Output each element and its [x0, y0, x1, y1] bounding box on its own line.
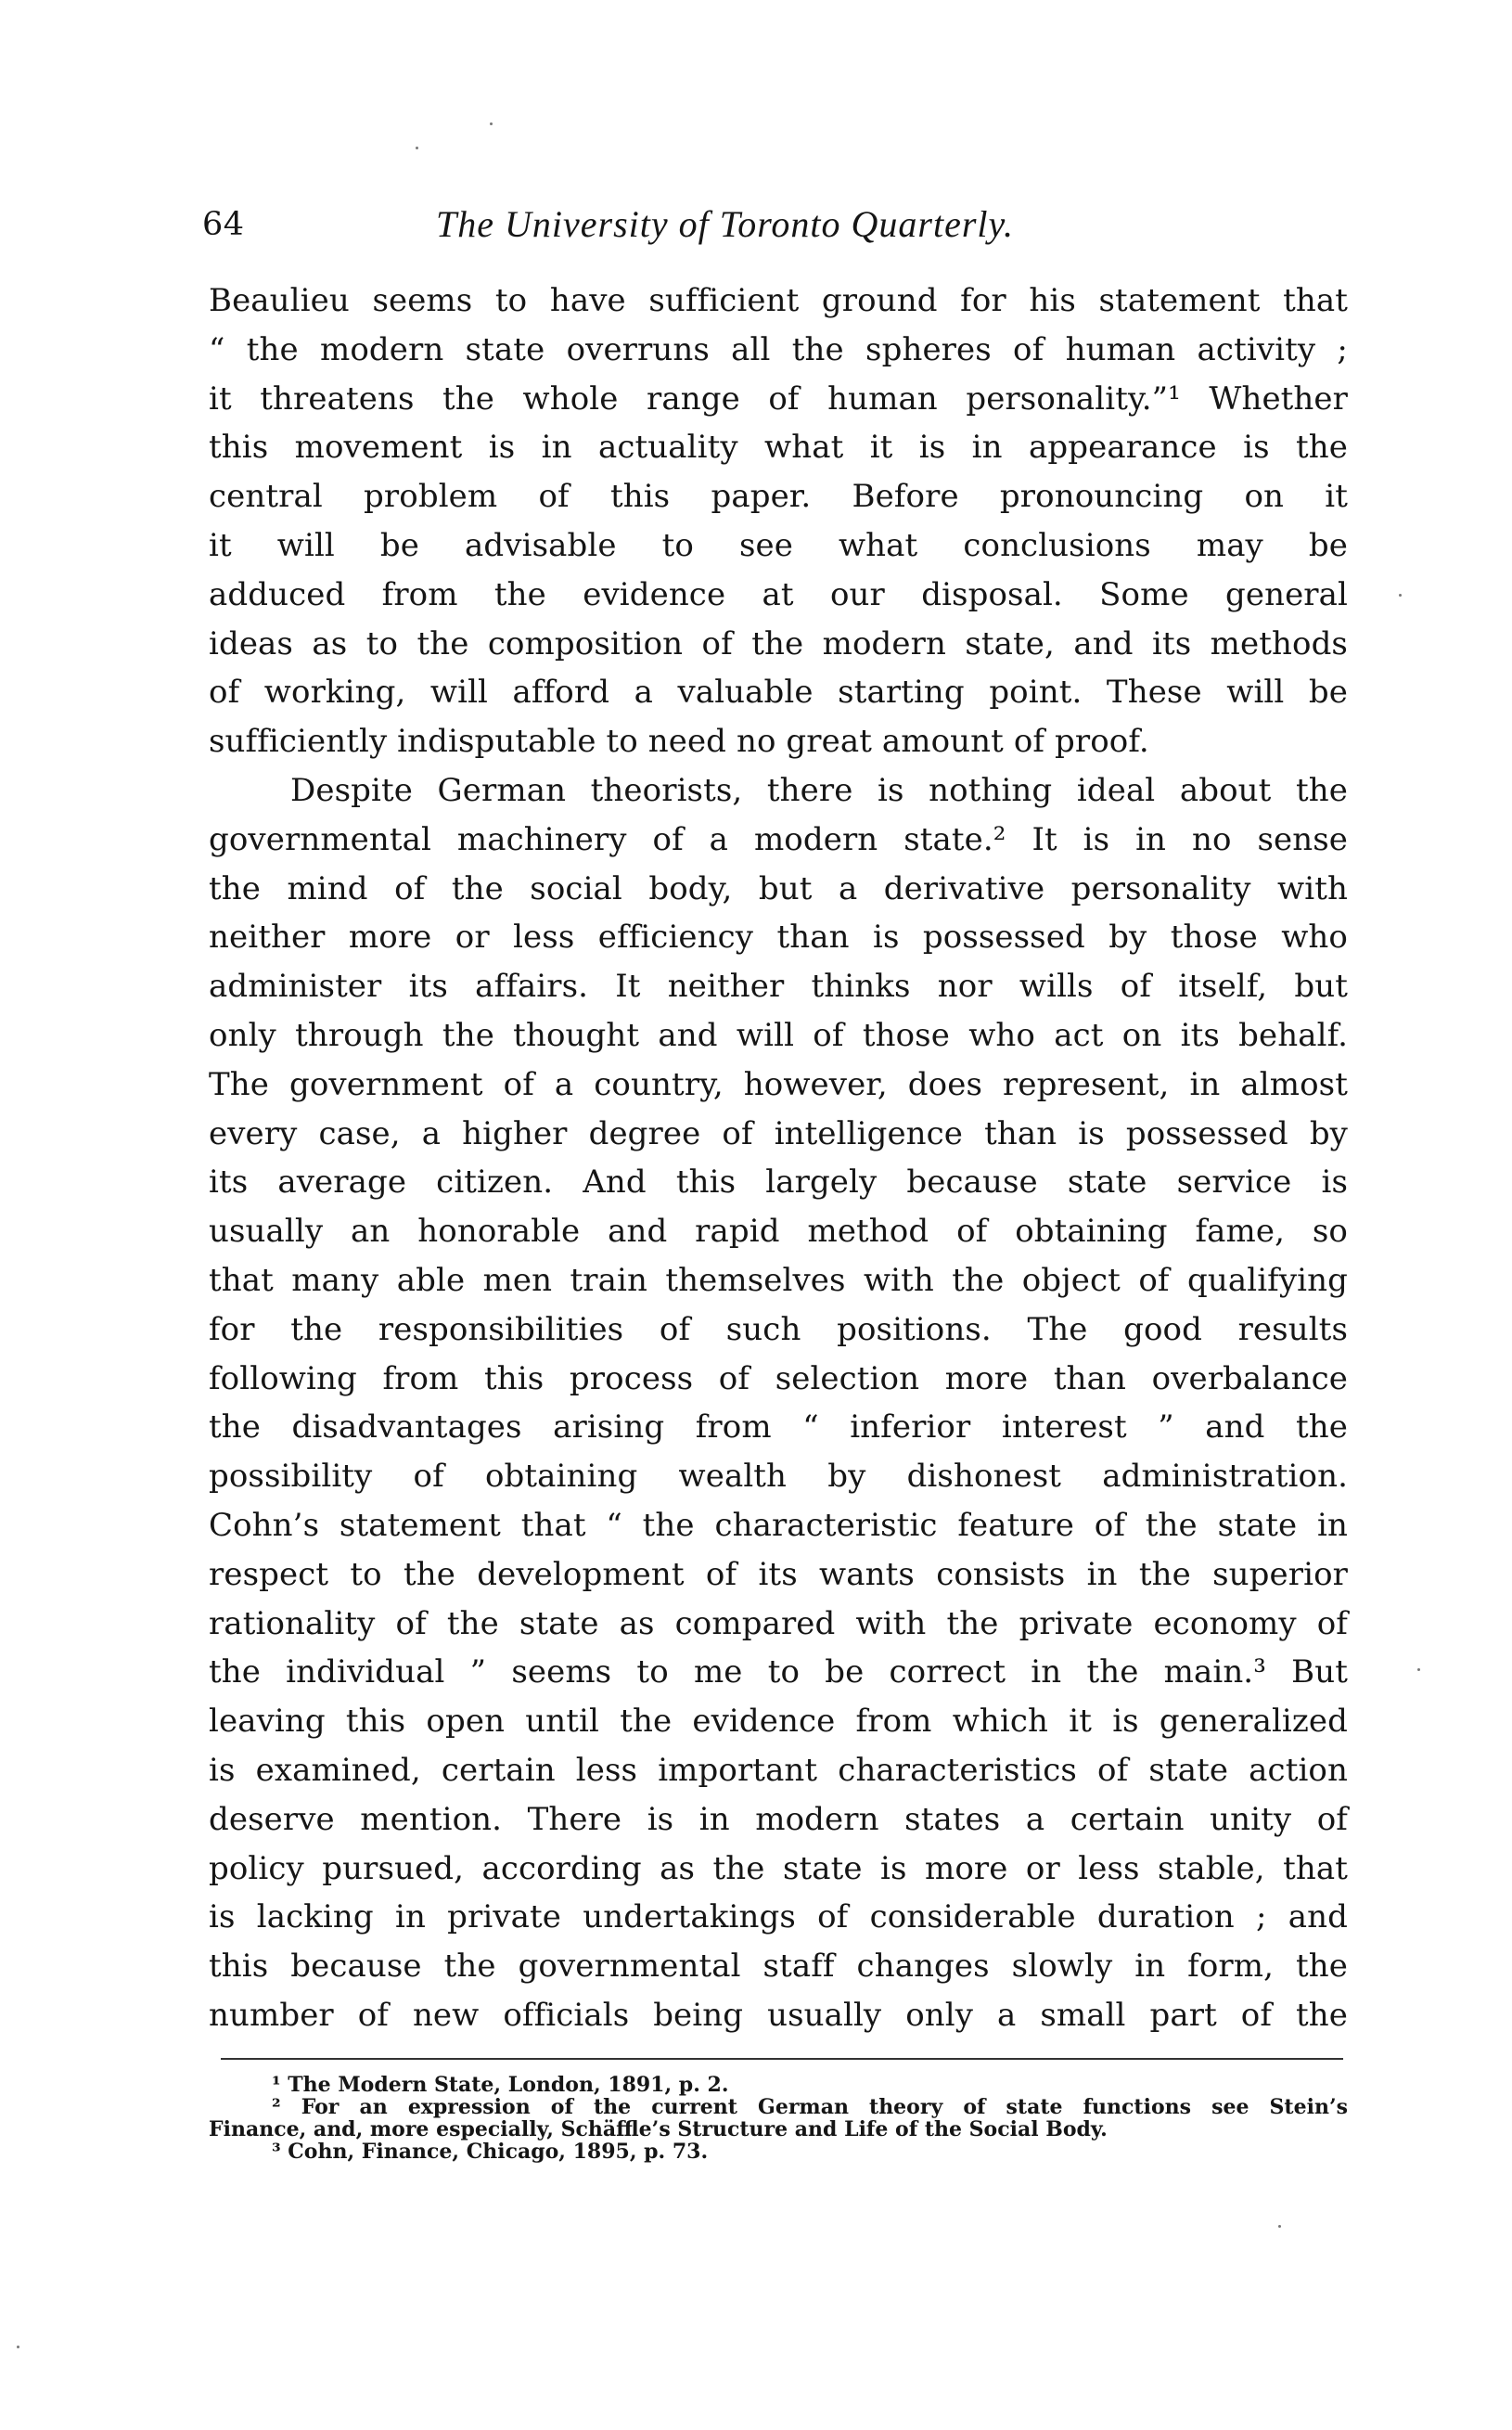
text-line: neither more or less efficiency than is possessed by those who [209, 919, 1348, 957]
text-line: usually an honorable and rapid method of obtaining fame, so [209, 1213, 1348, 1251]
scan-speck [490, 122, 493, 125]
text-line: the mind of the social body, but a derivative personality with [209, 869, 1348, 907]
journal-title: The University of Toronto Quarterly. [436, 203, 1015, 245]
text-line: leaving this open until the evidence from which it is generalized [209, 1703, 1348, 1741]
text-line: it will be advisable to see what conclusions may be [209, 526, 1348, 564]
text-line: possibility of obtaining wealth by dishonest administration. [209, 1458, 1348, 1496]
footnote-2: ² For an expression of the current German theory of state functions see Stein’s [272, 2095, 1348, 2119]
text-line: Despite German theorists, there is nothing ideal about the [290, 771, 1348, 809]
text-line: ideas as to the composition of the modern state, and its methods [209, 624, 1348, 662]
scan-speck [17, 2346, 19, 2348]
scan-speck [1417, 1668, 1420, 1671]
footnote-2-continued: Finance, and, more especially, Schäffle’s Structure and Life of the Social Body. [209, 2117, 1108, 2141]
text-line: the disadvantages arising from “ inferior interest ” and the [209, 1408, 1348, 1446]
footnote-3: ³ Cohn, Finance, Chicago, 1895, p. 73. [272, 2140, 709, 2164]
paragraph-1 [209, 276, 1348, 766]
text-line: is examined, certain less important characteristics of state action [209, 1751, 1348, 1789]
footnote-1: ¹ The Modern State, London, 1891, p. 2. [272, 2073, 729, 2097]
text-line: The government of a country, however, does represent, in almost [209, 1065, 1348, 1103]
text-line: Beaulieu seems to have sufficient ground for his statement that [209, 282, 1348, 319]
text-line: only through the thought and will of those who act on its behalf. [209, 1016, 1348, 1054]
text-line: “ the modern state overruns all the spheres of human activity ; [209, 330, 1348, 368]
text-line: adduced from the evidence at our disposal. Some general [209, 575, 1348, 613]
text-line: it threatens the whole range of human personality.”¹ Whether [209, 379, 1348, 418]
text-line: is lacking in private undertakings of considerable duration ; and [209, 1898, 1348, 1936]
text-line: following from this process of selection more than overbalance [209, 1359, 1348, 1397]
scan-speck [1399, 594, 1402, 597]
paragraph-2 [209, 766, 1348, 2040]
text-line: for the responsibilities of such positions. The good results [209, 1310, 1348, 1348]
footnotes [209, 2074, 1348, 2163]
text-line: deserve mention. There is in modern states a certain unity of [209, 1800, 1348, 1838]
text-line: respect to the development of its wants consists in the superior [209, 1555, 1348, 1593]
text-line: the individual ” seems to me to be correct in the main.³ But [209, 1653, 1348, 1691]
text-line: central problem of this paper. Before pronouncing on it [209, 478, 1348, 516]
scan-speck [416, 147, 418, 149]
text-line: administer its affairs. It neither thinks nor wills of itself, but [209, 968, 1348, 1006]
text-line: this movement is in actuality what it is in appearance is the [209, 429, 1348, 467]
text-line: sufficiently indisputable to need no great amount of proof. [209, 723, 1149, 761]
text-line: every case, a higher degree of intelligence than is possessed by [209, 1114, 1348, 1152]
scan-speck [1278, 2225, 1281, 2228]
text-line: Cohn’s statement that “ the characteristic feature of the state in [209, 1506, 1348, 1544]
text-line: its average citizen. And this largely because state service is [209, 1164, 1348, 1202]
text-line: of working, will afford a valuable starting point. These will be [209, 674, 1348, 712]
running-head [202, 197, 1130, 252]
body-text [209, 276, 1348, 2040]
text-line: rationality of the state as compared with the private economy of [209, 1604, 1348, 1642]
footnote-divider [221, 2058, 1343, 2060]
page-number: 64 [202, 206, 245, 243]
text-line: governmental machinery of a modern state.² It is in no sense [209, 820, 1348, 858]
text-line: that many able men train themselves with the object of qualifying [209, 1261, 1348, 1299]
text-line: this because the governmental staff changes slowly in form, the [209, 1948, 1348, 1986]
text-line: policy pursued, according as the state is more or less stable, that [209, 1849, 1348, 1887]
text-line: number of new officials being usually only a small part of the [209, 1996, 1348, 2034]
